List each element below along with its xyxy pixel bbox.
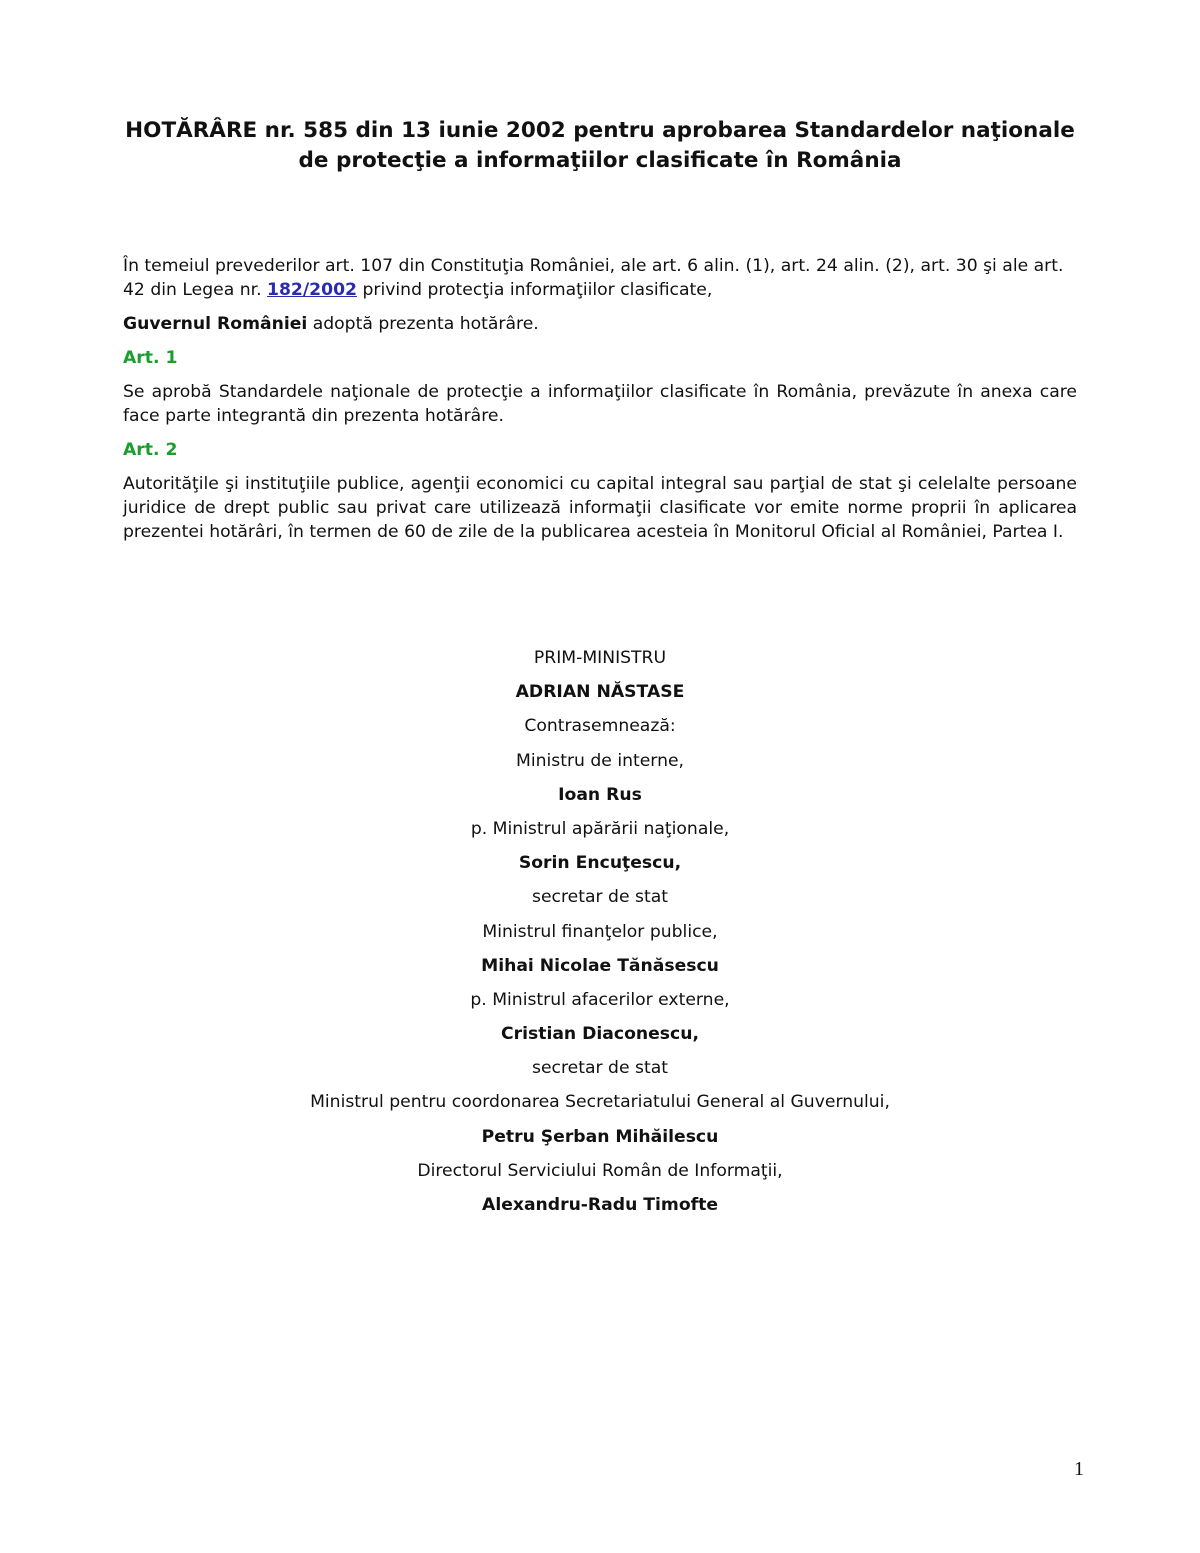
- signature-line: Directorul Serviciului Român de Informaţii,: [417, 1160, 783, 1181]
- signature-line: Ioan Rus: [558, 784, 642, 805]
- signature-line: Alexandru-Radu Timofte: [482, 1195, 718, 1215]
- signature-block: [0, 645, 1200, 1226]
- document-title: HOTĂRÂRE nr. 585 din 13 iunie 2002 pentru aprobarea Standardelor naţionale de protecţie a informaţiilor clasificate în România: [125, 118, 1075, 173]
- article-1-heading: Art. 1: [123, 348, 178, 368]
- signature-line: ADRIAN NĂSTASE: [515, 682, 685, 703]
- signature-line: Petru Şerban Mihăilescu: [481, 1126, 719, 1147]
- preamble-text-start: În temeiul prevederilor art. 107 din Constituţia României, ale art. 6 alin. (1), art. 24 alin. (2), art. 30 şi ale art. 42 din Legea nr.: [123, 256, 1064, 300]
- signature-line: PRIM-MINISTRU: [533, 648, 667, 668]
- preamble-paragraph: [123, 254, 1077, 302]
- article-2-text: Autorităţile şi instituţiile publice, agenţii economici cu capital integral sau parţial de stat şi celelalte persoane juridice de drept public sau privat care utilizează informaţii clasificate vor emite norme proprii în aplicarea prezentei hotărâri, în termen de 60 de zile de la publicarea acesteia în Monitorul Oficial al României, Partea I.: [123, 474, 1077, 542]
- document-body: [123, 254, 1077, 554]
- adoption-paragraph: [123, 312, 1077, 336]
- signature-line: p. Ministrul apărării naţionale,: [470, 818, 730, 839]
- signature-line: Ministru de interne,: [515, 750, 684, 771]
- government-name: Guvernul României: [123, 314, 308, 334]
- signature-line: p. Ministrul afacerilor externe,: [470, 989, 730, 1010]
- signature-line: Mihai Nicolae Tănăsescu: [481, 955, 719, 976]
- article-2-heading: Art. 2: [123, 440, 178, 460]
- signature-line: Sorin Encuţescu,: [518, 853, 682, 874]
- law-link[interactable]: 182/2002: [267, 280, 358, 300]
- page-number: 1: [1074, 1458, 1084, 1480]
- signature-line: secretar de stat: [532, 887, 668, 908]
- preamble-text-end: privind protecţia informaţiilor clasificate,: [357, 280, 713, 300]
- signature-line: Ministrul pentru coordonarea Secretariatului General al Guvernului,: [310, 1092, 890, 1113]
- signature-line: secretar de stat: [532, 1058, 668, 1079]
- signature-line: Ministrul finanţelor publice,: [482, 921, 718, 942]
- signature-line: Cristian Diaconescu,: [501, 1024, 699, 1045]
- article-1-text: Se aprobă Standardele naţionale de protecţie a informaţiilor clasificate în România, prevăzute în anexa care face parte integrantă din prezenta hotărâre.: [123, 382, 1077, 426]
- signature-line: Contrasemnează:: [524, 716, 676, 737]
- adoption-text: adoptă prezenta hotărâre.: [307, 314, 539, 334]
